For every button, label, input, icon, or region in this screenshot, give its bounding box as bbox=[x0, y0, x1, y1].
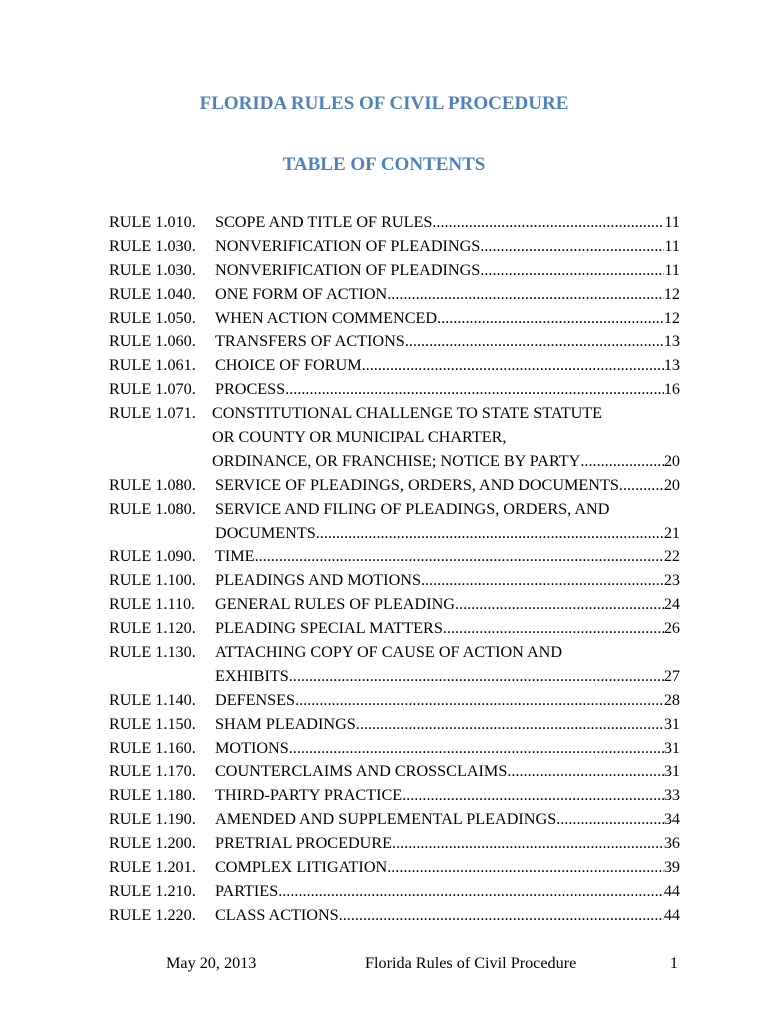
toc-entry-title: WHEN ACTION COMMENCED bbox=[215, 308, 438, 327]
toc-rule-number: RULE 1.130. bbox=[109, 643, 196, 662]
toc-entry-continuation bbox=[109, 665, 680, 689]
toc-entry bbox=[109, 808, 680, 832]
toc-rule-number: RULE 1.201. bbox=[109, 858, 196, 877]
footer-page-number: 1 bbox=[669, 954, 678, 972]
toc-entry-title: DEFENSES bbox=[215, 690, 296, 709]
toc-entry-title: PARTIES bbox=[215, 881, 279, 900]
toc-rule-number: RULE 1.220. bbox=[109, 905, 196, 924]
toc-rule-number: RULE 1.030. bbox=[109, 236, 196, 255]
toc-page-number: 12 bbox=[663, 284, 680, 303]
toc-dot-leader bbox=[405, 330, 664, 354]
toc-entry bbox=[109, 474, 680, 498]
toc-entry-title: TIME bbox=[215, 547, 255, 566]
toc-page-number: 44 bbox=[663, 905, 680, 924]
toc-dot-leader bbox=[480, 235, 664, 259]
toc-rule-number: RULE 1.110. bbox=[109, 595, 196, 614]
toc-heading: TABLE OF CONTENTS bbox=[282, 154, 486, 175]
toc-entry bbox=[109, 856, 680, 880]
toc-dot-leader bbox=[387, 856, 664, 880]
toc-dot-leader bbox=[289, 665, 664, 689]
toc-page-number: 31 bbox=[663, 738, 680, 757]
toc-entry-title: AMENDED AND SUPPLEMENTAL PLEADINGS bbox=[215, 810, 557, 829]
toc-dot-leader bbox=[255, 545, 664, 569]
toc-rule-number: RULE 1.170. bbox=[109, 762, 196, 781]
toc-rule-number: RULE 1.120. bbox=[109, 619, 196, 638]
toc-dot-leader bbox=[480, 259, 664, 283]
toc-dot-leader bbox=[295, 689, 664, 713]
toc-page-number: 33 bbox=[663, 786, 680, 805]
toc-page-number: 12 bbox=[663, 308, 680, 327]
toc-entry bbox=[109, 904, 680, 928]
toc-dot-leader bbox=[278, 880, 664, 904]
footer-title: Florida Rules of Civil Procedure bbox=[365, 954, 577, 972]
toc-entry bbox=[109, 378, 680, 402]
toc-rule-number: RULE 1.030. bbox=[109, 260, 196, 279]
toc-rule-number: RULE 1.200. bbox=[109, 834, 196, 853]
toc-page-number: 23 bbox=[663, 571, 680, 590]
toc-page-number: 36 bbox=[663, 834, 680, 853]
toc-entry-title: COUNTERCLAIMS AND CROSSCLAIMS bbox=[215, 762, 508, 781]
footer-date: May 20, 2013 bbox=[166, 954, 257, 972]
toc-entry-title: CONSTITUTIONAL CHALLENGE TO STATE STATUTE bbox=[212, 404, 603, 423]
toc-page-number: 11 bbox=[664, 213, 680, 231]
toc-entry-title: NONVERIFICATION OF PLEADINGS bbox=[215, 260, 481, 279]
toc-entry-continuation bbox=[109, 450, 680, 474]
toc-entry bbox=[109, 689, 680, 713]
toc-rule-number: RULE 1.061. bbox=[109, 356, 196, 375]
toc-dot-leader bbox=[432, 211, 664, 235]
toc-page-number: 44 bbox=[663, 881, 680, 900]
toc-entry-title: SERVICE OF PLEADINGS, ORDERS, AND DOCUMENTS bbox=[215, 475, 619, 494]
toc-entry-title: OR COUNTY OR MUNICIPAL CHARTER, bbox=[212, 428, 507, 447]
toc-entry bbox=[109, 784, 680, 808]
toc-rule-number: RULE 1.071. bbox=[109, 404, 196, 423]
toc-rule-number: RULE 1.150. bbox=[109, 714, 196, 733]
toc-entry bbox=[109, 235, 680, 259]
toc-page-number: 16 bbox=[663, 380, 680, 399]
toc-page-number: 28 bbox=[663, 690, 680, 709]
toc-entry bbox=[109, 593, 680, 617]
toc-entry-title: CHOICE OF FORUM bbox=[215, 356, 362, 375]
toc-entry bbox=[109, 760, 680, 784]
toc-page-number: 31 bbox=[663, 714, 680, 733]
page-footer bbox=[0, 954, 768, 976]
toc-page-number: 11 bbox=[664, 236, 680, 255]
toc-dot-leader bbox=[580, 450, 663, 474]
toc-page-number: 24 bbox=[663, 595, 680, 614]
toc-rule-number: RULE 1.160. bbox=[109, 738, 196, 757]
toc-page-number: 39 bbox=[663, 858, 680, 877]
toc-rule-number: RULE 1.210. bbox=[109, 881, 196, 900]
toc-entry bbox=[109, 354, 680, 378]
toc-rule-number: RULE 1.080. bbox=[109, 499, 196, 518]
toc-rule-number: RULE 1.050. bbox=[109, 308, 196, 327]
toc-entry bbox=[109, 641, 680, 665]
toc-entry-title: TRANSFERS OF ACTIONS bbox=[215, 332, 405, 351]
toc-dot-leader bbox=[285, 378, 664, 402]
toc-entry-title: PROCESS bbox=[215, 380, 286, 399]
toc-entry bbox=[109, 211, 680, 235]
toc-dot-leader bbox=[362, 354, 664, 378]
toc-entry-title: COMPLEX LITIGATION bbox=[215, 858, 388, 877]
toc-rule-number: RULE 1.080. bbox=[109, 475, 196, 494]
toc-entry-title: THIRD-PARTY PRACTICE bbox=[215, 786, 403, 805]
toc-dot-leader bbox=[437, 307, 664, 331]
toc-page-number: 22 bbox=[663, 547, 680, 566]
toc-entry-title: GENERAL RULES OF PLEADING bbox=[215, 595, 455, 614]
toc-dot-leader bbox=[316, 522, 664, 546]
toc-entry bbox=[109, 880, 680, 904]
toc-dot-leader bbox=[421, 569, 664, 593]
toc-dot-leader bbox=[443, 617, 664, 641]
toc-entry-title: NONVERIFICATION OF PLEADINGS bbox=[215, 236, 481, 255]
toc-entry-title: SERVICE AND FILING OF PLEADINGS, ORDERS, AND bbox=[215, 499, 610, 518]
toc-entry-continuation bbox=[109, 522, 680, 546]
toc-entry bbox=[109, 283, 680, 307]
toc-entry bbox=[109, 259, 680, 283]
toc-entry-title: ONE FORM OF ACTION bbox=[215, 284, 388, 303]
toc-page-number: 20 bbox=[663, 475, 680, 494]
toc-page-number: 31 bbox=[663, 762, 680, 781]
toc-entry bbox=[109, 330, 680, 354]
toc-rule-number: RULE 1.060. bbox=[109, 332, 196, 351]
toc-entry-title: DOCUMENTS bbox=[215, 523, 316, 542]
toc-entry bbox=[109, 498, 680, 522]
toc-dot-leader bbox=[356, 713, 664, 737]
toc-page-number: 27 bbox=[663, 666, 680, 685]
toc-entry bbox=[109, 307, 680, 331]
toc-entry-title: ATTACHING COPY OF CAUSE OF ACTION AND bbox=[215, 643, 563, 662]
toc-dot-leader bbox=[619, 474, 664, 498]
toc-entry-title: SHAM PLEADINGS bbox=[215, 714, 356, 733]
toc-rule-number: RULE 1.180. bbox=[109, 786, 196, 805]
toc-rule-number: RULE 1.070. bbox=[109, 380, 196, 399]
toc-entry bbox=[109, 402, 680, 426]
toc-entry bbox=[109, 617, 680, 641]
toc-entry-title: ORDINANCE, OR FRANCHISE; NOTICE BY PARTY bbox=[212, 451, 581, 470]
toc-page-number: 26 bbox=[663, 619, 680, 638]
toc-rule-number: RULE 1.040. bbox=[109, 284, 196, 303]
toc-entry bbox=[109, 737, 680, 761]
table-of-contents bbox=[109, 211, 680, 928]
toc-rule-number: RULE 1.100. bbox=[109, 571, 196, 590]
toc-entry-title: EXHIBITS bbox=[215, 666, 289, 685]
toc-dot-leader bbox=[402, 784, 664, 808]
toc-page-number: 13 bbox=[663, 356, 680, 375]
toc-entry bbox=[109, 832, 680, 856]
toc-page-number: 34 bbox=[663, 810, 680, 829]
toc-entry-title: PLEADINGS AND MOTIONS bbox=[215, 571, 421, 590]
toc-rule-number: RULE 1.140. bbox=[109, 690, 196, 709]
toc-dot-leader bbox=[392, 832, 664, 856]
toc-page-number: 13 bbox=[663, 332, 680, 351]
toc-entry-title: SCOPE AND TITLE OF RULES bbox=[215, 213, 433, 231]
toc-dot-leader bbox=[556, 808, 664, 832]
toc-rule-number: RULE 1.090. bbox=[109, 547, 196, 566]
toc-page-number: 11 bbox=[664, 260, 680, 279]
toc-dot-leader bbox=[339, 904, 664, 928]
toc-entry-title: PRETRIAL PROCEDURE bbox=[215, 834, 393, 853]
toc-entry bbox=[109, 545, 680, 569]
document-title: FLORIDA RULES OF CIVIL PROCEDURE bbox=[199, 93, 569, 114]
toc-entry-title: CLASS ACTIONS bbox=[215, 905, 339, 924]
toc-page-number: 20 bbox=[663, 451, 680, 470]
toc-rule-number: RULE 1.010. bbox=[109, 213, 196, 231]
toc-entry-continuation bbox=[109, 426, 680, 450]
toc-rule-number: RULE 1.190. bbox=[109, 810, 196, 829]
toc-dot-leader bbox=[455, 593, 664, 617]
toc-entry-title: PLEADING SPECIAL MATTERS bbox=[215, 619, 443, 638]
toc-dot-leader bbox=[507, 760, 663, 784]
toc-dot-leader bbox=[387, 283, 664, 307]
toc-entry-title: MOTIONS bbox=[215, 738, 289, 757]
toc-dot-leader bbox=[289, 737, 664, 761]
toc-entry bbox=[109, 713, 680, 737]
toc-entry bbox=[109, 569, 680, 593]
toc-page-number: 21 bbox=[663, 523, 680, 542]
